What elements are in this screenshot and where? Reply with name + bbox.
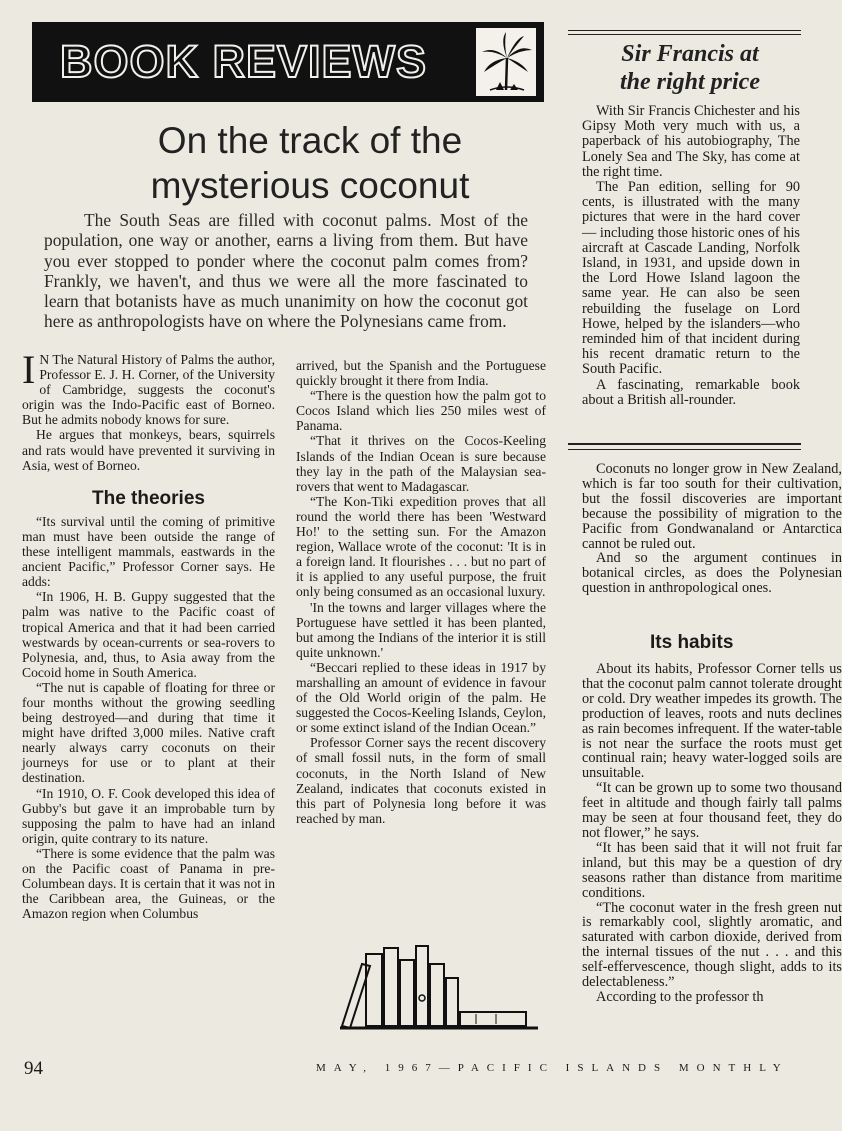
paragraph: According to the professor th (596, 988, 764, 1005)
section-title: BOOK REVIEWS (60, 36, 428, 87)
paragraph: “That it thrives on the Cocos-Keeling Islands of the Indian Ocean is sure because they lay in the path of the Malaysian sea-rovers that went to Madagascar. (296, 433, 546, 494)
section-banner (32, 22, 544, 102)
paragraph: “There is the question how the palm got to Cocos Island which lies 250 miles west of Panama. (296, 388, 546, 434)
paragraph: “The coconut water in the fresh green nut is remarkably cool, slightly aromatic, and saturated with carbon dioxide, derived from the internal tissues of the nut . . . and this self-effervescence, though slight, adds to its delectableness.” (582, 899, 842, 991)
paragraph: The Pan edition, selling for 90 cents, is illustrated with the many pictures that were in the hard cover — including those historic ones of his aircraft at Cascade Landing, Norfolk Island, in 1931, and upside down in the Lord Howe Island lagoon the same year. He can also be seen rebuilding the fuselage on Lord Howe, helped by the islanders—who reminded him of that incident during his recent dramatic return to the South Pacific. (582, 179, 800, 378)
paragraph: arrived, but the Spanish and the Portuguese quickly brought it there from India. (296, 358, 546, 389)
paragraph: About its habits, Professor Corner tells us that the coconut palm cannot tolerate drought or cold. Dry weather impedes its growth. The production of leaves, roots and nuts declines as rain becomes infrequent. If the water-table is not near the surface the roots must get continual rain; heavy water-logged soils are unsuitable. (582, 661, 842, 782)
paragraph: “It can be grown up to some two thousand feet in altitude and though fairly tall palms may be seen at four thousand feet, they do not flower,” he says. (582, 780, 842, 841)
article-column-1 (22, 347, 275, 922)
paragraph: “It has been said that it will not fruit far inland, but this may be a question of dry seasons rather than distance from maritime conditions. (582, 839, 842, 901)
article-headline (60, 118, 560, 208)
sidebar-title-line-1: Sir Francis at (621, 41, 759, 67)
palm-tree-icon (476, 28, 536, 96)
paragraph: “The nut is capable of floating for three or four months without the growing seedling being destroyed—and during that time it might have drifted 3,000 miles. Native craft nearly always carry coconuts on their journeys for use or to plant at their destination. (22, 679, 275, 786)
paragraph: Coconuts no longer grow in New Zealand, which is far too south for their cultivation, but the fossil discoveries are important because the possibility of migration to the Pacific from Gondwanaland or Antarctica cannot be ruled out. (582, 461, 842, 552)
paragraph: “Its survival until the coming of primitive man must have been outside the range of these intelligent mammals, eastwards in the ancient Pacific,” Professor Corner says. He adds: (22, 513, 275, 590)
divider (568, 449, 801, 450)
paragraph: “There is some evidence that the palm was on the Pacific coast of Panama in pre-Columbean days. It is certain that it was not in the Caribbean area, the Guineas, or the Amazon region when Columbus (22, 845, 275, 922)
page-number: 94 (24, 1058, 43, 1079)
paragraph: And so the argument continues in botanical circles, as does the Polynesian question in anthropological ones. (582, 550, 842, 597)
paragraph (22, 347, 275, 428)
drop-cap: I (22, 347, 36, 392)
publication-footer: MAY, 1967—PACIFIC ISLANDS MONTHLY (316, 1062, 789, 1074)
divider (568, 34, 801, 35)
article-intro (44, 210, 528, 332)
sidebar-title-line-2: the right price (619, 69, 760, 95)
subheading: Its habits (650, 632, 734, 653)
paragraph: “Beccari replied to these ideas in 1917 by marshalling an amount of evidence in favour of the Old World origin of the palm. He suggested the Cocos-Keeling Islands, Ceylon, or some extinct island of the Indian Ocean.” (296, 659, 546, 736)
paragraph: “In 1906, H. B. Guppy suggested that the palm was native to the Pacific coast of tropical America and that it had been carried westwards by ocean-currents or sea-rovers to Polynesia, and, thus, to Asia away from the Cocoid home in South America. (22, 589, 275, 680)
paragraph: Professor Corner says the recent discovery of small fossil nuts, in the form of small coconuts, in the North Island of New Zealand, indicates that coconuts existed in this part of Polynesia long before it was reached by man. (296, 735, 546, 826)
paragraph: “The Kon-Tiki expedition proves that all round the world there has been 'Westward Ho!' to the setting sun. For the Amazon region, Wallace wrote of the coconut: 'It is in a foreign land. It flourishes . . . but no part of it is applied to any useful purpose, the fruit only being consumed as an occasional luxury. (296, 493, 546, 600)
divider (568, 30, 801, 31)
sidebar-review (582, 104, 800, 408)
article-column-3 (582, 462, 842, 596)
paragraph-text: N The Natural History of Palms the author, Professor E. J. H. Corner, of the University of Cambridge, suggests the coconut's origin was the Indo-Pacific east of Borneo. But he admits nobody knows for sure. (22, 352, 275, 428)
article-column-2 (296, 358, 546, 826)
sidebar-headline (570, 40, 810, 96)
paragraph: 'In the towns and larger villages where the Portuguese have settled it has been planted, but among the Indians of the interior it is still quite unknown.' (296, 599, 546, 660)
article-column-3-continued (582, 662, 842, 1005)
paragraph: A fascinating, remarkable book about a British all-rounder. (582, 376, 800, 408)
paragraph: He argues that monkeys, bears, squirrels and rats would have prevented it surviving in Asia, west of Borneo. (22, 427, 275, 473)
paragraph: With Sir Francis Chichester and his Gipsy Moth very much with us, a paperback of his autobiography, The Lonely Sea and The Sky, has come at the right time. (582, 103, 800, 180)
headline-line-1: On the track of the (157, 120, 463, 161)
subheading: The theories (92, 487, 205, 509)
headline-line-2: mysterious coconut (150, 165, 470, 206)
paragraph: “In 1910, O. F. Cook developed this idea of Gubby's but gave it an improbable turn by supposing the palm to have had an inland origin, quite contrary to its nature. (22, 785, 275, 846)
books-illustration (336, 942, 542, 1032)
divider (568, 443, 801, 445)
intro-paragraph: The South Seas are filled with coconut palms. Most of the population, one way or another, earns a living from them. But have you ever stopped to ponder where the coconut palm comes from? Frankly, we haven't, and thus we were all the more fascinated to learn that botanists have as much unanimity on how the coconut got here as anthropologists have on where the Polynesians came from. (44, 210, 528, 332)
